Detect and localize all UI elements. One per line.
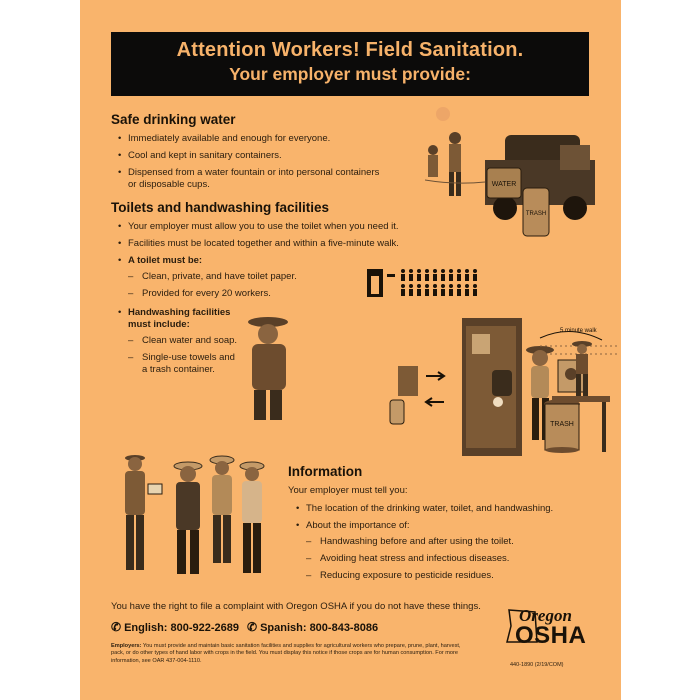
water-list bbox=[116, 133, 386, 196]
list-item: • Immediately available and enough for everyone. bbox=[118, 133, 331, 144]
list-item: • Dispensed from a water fountain or into personal containers or disposable cups. bbox=[118, 167, 380, 190]
complaint-notice: You have the right to file a complaint with Oregon OSHA if you do not have these things. bbox=[111, 601, 481, 612]
information-heading: Information bbox=[288, 464, 363, 479]
employer-fine-print: Employers: You must provide and maintain basic sanitation facilities and supplies for agricultural workers who prepare, prune, plant, harvest, pack, or do other types of hand labor with crops in the field. You must display this notice if those crops are for human consumption. For more information, see OAR 437-004-1110. bbox=[111, 643, 461, 664]
list-item: • Handwashing facilities must include: – Clean water and soap. – Single-use towels and a trash container. bbox=[116, 307, 241, 376]
spanish-phone: ✆ Spanish: 800-843-8086 bbox=[247, 620, 379, 634]
list-item: • About the importance of: – Handwashing before and after using the toilet. – Avoiding heat stress and infectious diseases. – Reducing exposure to pesticide residues. bbox=[294, 520, 604, 582]
toilet-ratio-icon bbox=[365, 266, 490, 300]
sub-item: – Single-use towels and a trash container. bbox=[128, 352, 235, 375]
farmer-illustration bbox=[567, 338, 597, 398]
walk-label: 5 minute walk bbox=[560, 328, 597, 334]
list-item: • Facilities must be located together and within a five-minute walk. bbox=[118, 238, 399, 249]
toilets-heading: Toilets and handwashing facilities bbox=[111, 200, 330, 215]
oregon-osha-logo bbox=[505, 606, 595, 656]
english-phone: ✆ English: 800-922-2689 bbox=[111, 620, 240, 634]
sub-item: – Clean water and soap. bbox=[128, 335, 238, 346]
banner-title: Attention Workers! Field Sanitation. bbox=[176, 39, 524, 61]
banner-subtitle: Your employer must provide: bbox=[229, 64, 471, 84]
information-intro: Your employer must tell you: bbox=[288, 485, 408, 496]
trash-label: TRASH bbox=[550, 421, 574, 428]
logo-osha: OSHA bbox=[515, 622, 587, 649]
trash-can-illustration bbox=[542, 398, 582, 454]
list-item: • A toilet must be: – Clean, private, and have toilet paper. – Provided for every 20 workers. bbox=[116, 255, 416, 300]
water-tank-label: WATER bbox=[491, 181, 517, 188]
list-item: • Your employer must allow you to use the toilet when you need it. bbox=[118, 221, 399, 232]
sub-item: – Reducing exposure to pesticide residues. bbox=[306, 570, 494, 581]
list-item: • The location of the drinking water, toilet, and handwashing. bbox=[296, 503, 554, 514]
handwash-list bbox=[116, 307, 241, 381]
sub-item: – Provided for every 20 workers. bbox=[128, 288, 271, 299]
phone-icon: ✆ bbox=[111, 620, 122, 634]
water-heading: Safe drinking water bbox=[111, 112, 236, 127]
water-truck-illustration bbox=[425, 100, 615, 250]
title-banner bbox=[111, 32, 589, 96]
phone-icon: ✆ bbox=[247, 620, 258, 634]
poster bbox=[80, 0, 621, 700]
sub-item: – Clean, private, and have toilet paper. bbox=[128, 271, 297, 282]
form-id: 440-1890 (2/19/COM) bbox=[510, 662, 564, 668]
workers-group-illustration bbox=[110, 448, 275, 580]
sub-item: – Avoiding heat stress and infectious diseases. bbox=[306, 553, 510, 564]
information-list bbox=[294, 503, 604, 587]
list-item: • Cool and kept in sanitary containers. bbox=[118, 150, 282, 161]
logo-oregon: Oregon bbox=[519, 606, 572, 625]
sub-item: – Handwashing before and after using the toilet. bbox=[306, 536, 514, 547]
truck-trash-label: TRASH bbox=[525, 211, 547, 217]
